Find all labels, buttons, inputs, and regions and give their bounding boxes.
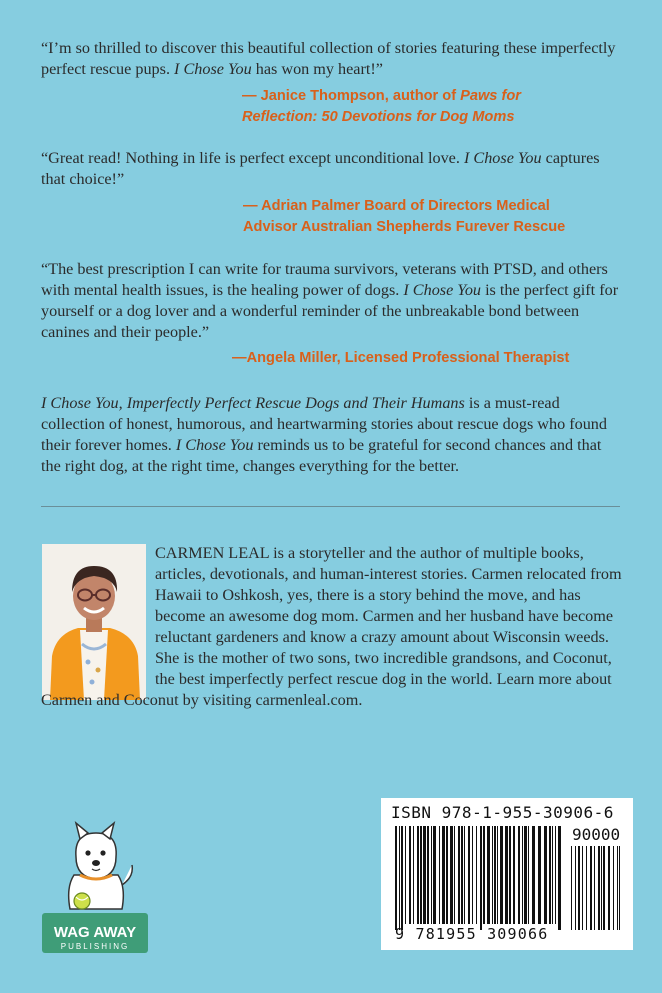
testimonial-2-attribution [243,196,662,238]
testimonial-1-attribution [242,86,662,128]
isbn-label: ISBN 978-1-955-30906-6 [391,803,614,822]
summary-text-end: reminds us to be grateful for second chances and that the right dog, at the right time, changes everything for the better. [41,436,602,475]
testimonial-3-text: “The best prescription I can write for trauma survivors, veterans with PTSD, and others with mental health issues, is the healing power of dogs. [41,260,608,299]
attribution-book-title: Paws for [460,88,521,104]
testimonial-3-text-end: is the perfect gift for yourself or a dog lover and a wonderful reminder of the unbreakable bond between canines and their people.” [41,281,619,341]
testimonial-1-text-end: has won my heart!” [251,60,383,78]
isbn-barcode [381,798,633,950]
publisher-name: WAG AWAY [53,924,137,941]
attribution-book-title-cont: Reflection: 50 Devotions for Dog Moms [242,109,515,125]
attribution-line-2: Advisor Australian Shepherds Furever Rescue [243,219,566,235]
testimonial-2 [41,148,621,190]
book-title-italic: I Chose You [175,436,254,454]
summary-text: is a must-read collection of honest, humorous, and heartwarming stories about rescue dogs who found their forever homes. [41,394,607,454]
ean-digits: 9 781955 309066 [395,925,549,943]
publisher-subtitle: PUBLISHING [60,942,130,951]
testimonial-2-text: “Great read! Nothing in life is perfect except unconditional love. [41,149,464,167]
book-title-italic: I Chose You [403,281,482,299]
testimonial-1-text: “I’m so thrilled to discover this beautiful collection of stories featuring these imperfectly perfect rescue pups. [41,39,616,78]
westie-dog-icon [40,817,150,957]
price-code: 90000 [572,825,621,844]
attribution-line-1: —Angela Miller, Licensed Professional Therapist [232,350,570,366]
author-bio-text: CARMEN LEAL is a storyteller and the author of multiple books, articles, devotionals, and human-interest stories. Carmen relocated from Hawaii to Oshkosh, yes, there is a story behind the move, and has become an awesome dog mom. Carmen and her husband have become reluctant gardeners and know a crazy amount about Wisconsin weeds. She is the mother of two sons, two incredible grandsons, and Coconut, the best imperfectly perfect rescue dog in the world. Learn more about Carmen and Coconut by visiting carmenleal.com. [41,544,622,709]
testimonial-3 [41,259,623,343]
attribution-author: — Janice Thompson, author of [242,88,461,104]
book-summary [41,393,623,477]
author-bio [41,543,623,711]
attribution-line-1: — Adrian Palmer Board of Directors Medical [243,198,550,214]
book-title-italic: I Chose You [174,60,252,78]
testimonial-3-attribution [232,348,662,369]
testimonial-1 [41,38,621,80]
book-full-title: I Chose You, Imperfectly Perfect Rescue Dogs and Their Humans [41,394,465,412]
testimonial-2-text-end: captures that choice!” [41,149,600,188]
divider [41,506,620,507]
book-title-italic: I Chose You [463,149,542,167]
publisher-logo [40,817,150,957]
